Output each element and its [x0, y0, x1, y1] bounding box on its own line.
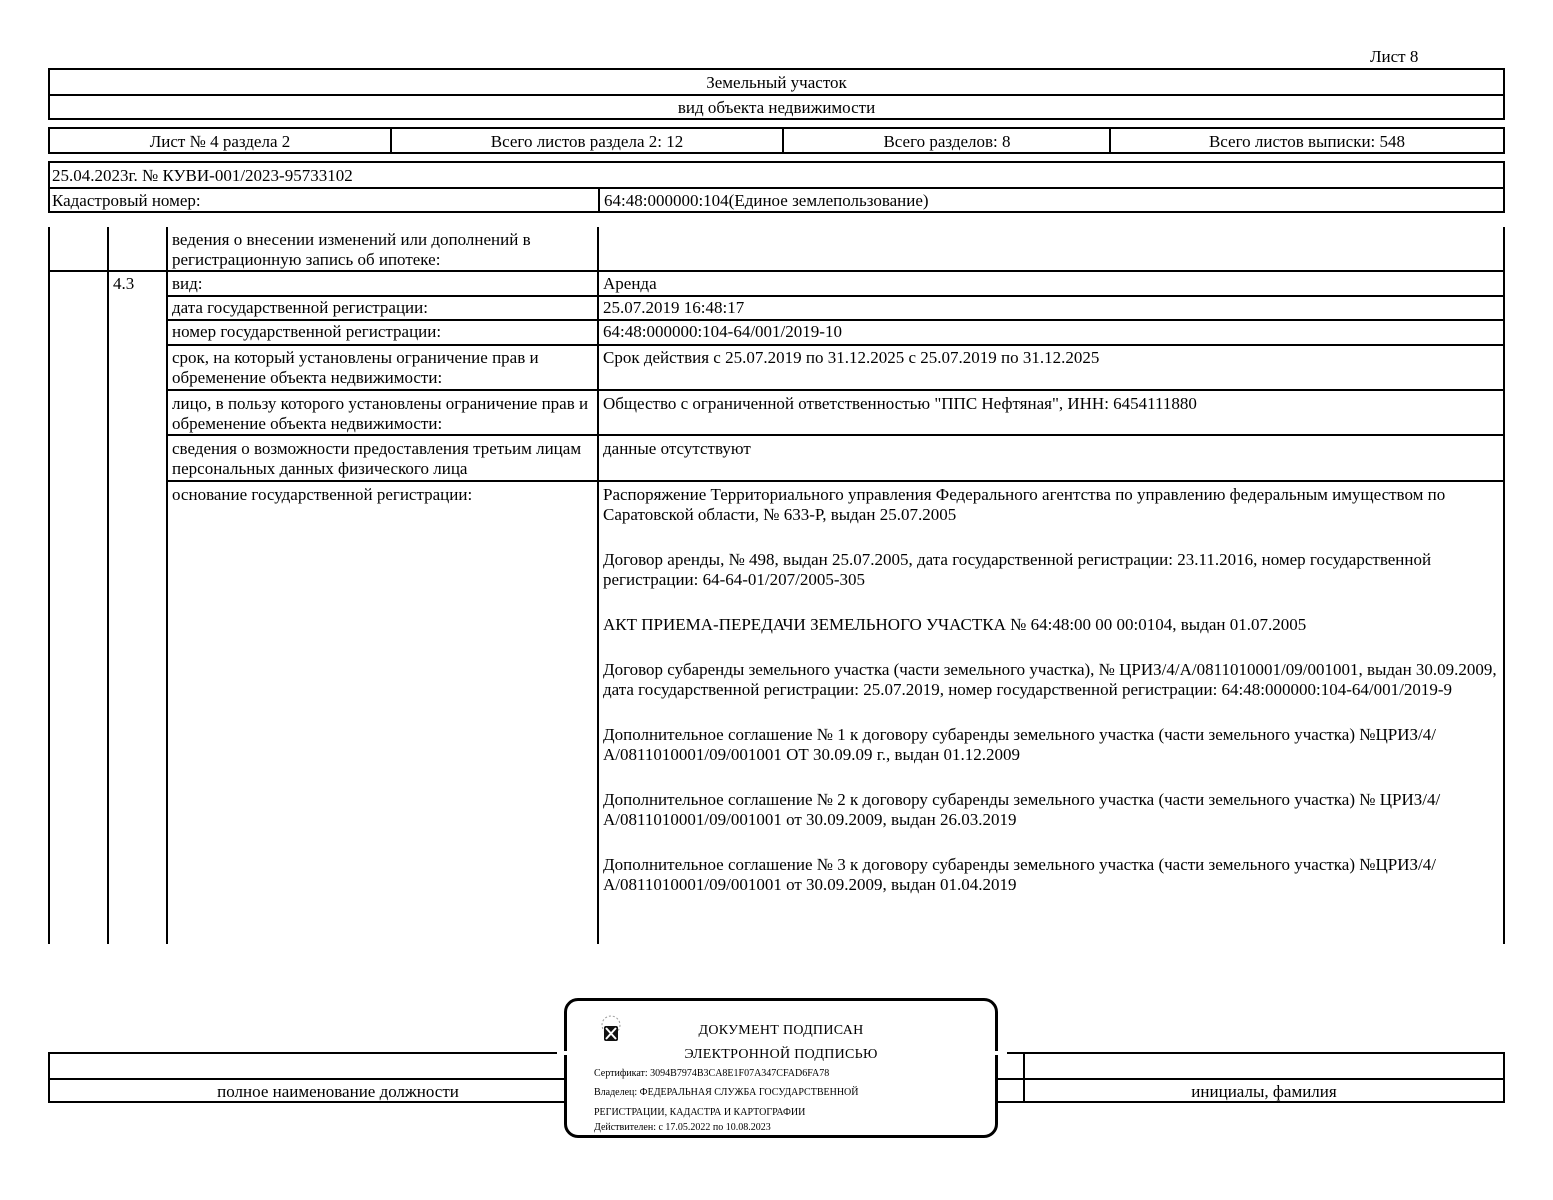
basis-item: Дополнительное соглашение № 1 к договору субаренды земельного участка (части земельного участка) №ЦРИЗ/4/А/0811010001/09/001001 ОТ 30.09.09 г., выдан 01.12.2009	[603, 725, 1436, 764]
stamp-line1: ДОКУМЕНТ ПОДПИСАН	[698, 1023, 864, 1038]
row-type-label: вид:	[172, 274, 203, 293]
row-term-value: Срок действия с 25.07.2019 по 31.12.2025 с 25.07.2019 по 31.12.2025	[603, 348, 1100, 367]
row-term-label: срок, на который установлены ограничение прав и обременение объекта недвижимости:	[172, 348, 539, 387]
basis-item: Договор субаренды земельного участка (части земельного участка), № ЦРИЗ/4/А/0811010001/09/001001, выдан 30.09.2009, дата государственной регистрации: 25.07.2019, номер государственной регистрации: 64:48:000000:104-64/001/2019-9	[603, 660, 1497, 699]
total-sheets-section: Всего листов раздела 2: 12	[490, 132, 684, 151]
stamp-validity: Действителен: с 17.05.2022 по 10.08.2023	[594, 1122, 771, 1133]
position-caption: полное наименование должности	[217, 1082, 459, 1101]
sheet-label: Лист 8	[1370, 47, 1419, 66]
stamp-owner: Владелец: ФЕДЕРАЛЬНАЯ СЛУЖБА ГОСУДАРСТВЕННОЙ	[594, 1087, 859, 1098]
row-reg-date-label: дата государственной регистрации:	[172, 298, 428, 317]
continued-label: ведения о внесении изменений или дополнений в регистрационную запись об ипотеке:	[172, 230, 531, 269]
basis-item: Договор аренды, № 498, выдан 25.07.2005, дата государственной регистрации: 23.11.2016, номер государственной регистрации: 64-64-01/207/2005-305	[603, 550, 1432, 589]
row-reg-number-value: 64:48:000000:104-64/001/2019-10	[603, 322, 842, 341]
stamp-owner-cont: РЕГИСТРАЦИИ, КАДАСТРА И КАРТОГРАФИИ	[594, 1107, 806, 1118]
row-reg-number-label: номер государственной регистрации:	[172, 322, 442, 341]
cadastral-label: Кадастровый номер:	[52, 191, 201, 210]
row-beneficiary-label: лицо, в пользу которого установлены ограничение прав и обременение объекта недвижимости:	[172, 394, 589, 433]
row-beneficiary-value: Общество с ограниченной ответственностью "ППС Нефтяная", ИНН: 6454111880	[603, 394, 1197, 413]
total-sections: Всего разделов: 8	[883, 132, 1011, 151]
total-sheets-extract: Всего листов выписки: 548	[1208, 132, 1406, 151]
row-personal-data-value: данные отсутствуют	[603, 439, 751, 458]
row-personal-data-label: сведения о возможности предоставления третьим лицам персональных данных физического лица	[172, 439, 582, 478]
sheet-of-section: Лист № 4 раздела 2	[149, 132, 291, 151]
object-title: Земельный участок	[706, 73, 847, 92]
row-type-value: Аренда	[603, 274, 657, 293]
basis-item: Распоряжение Территориального управления Федерального агентства по управлению федеральным имуществом по Саратовской области, № 633-Р, выдан 25.07.2005	[603, 485, 1446, 524]
entry-number: 4.3	[113, 274, 135, 293]
e-signature-stamp	[564, 998, 998, 1138]
name-caption: инициалы, фамилия	[1191, 1082, 1337, 1101]
basis-item: АКТ ПРИЕМА-ПЕРЕДАЧИ ЗЕМЕЛЬНОГО УЧАСТКА № 64:48:00 00 00:0104, выдан 01.07.2005	[603, 615, 1307, 634]
basis-item: Дополнительное соглашение № 2 к договору субаренды земельного участка (части земельного участка) № ЦРИЗ/4/А/0811010001/09/001001 от 30.09.2009, выдан 26.03.2019	[603, 790, 1441, 829]
stamp-line2: ЭЛЕКТРОННОЙ ПОДПИСЬЮ	[684, 1047, 878, 1062]
doc-date-number: 25.04.2023г. № КУВИ-001/2023-95733102	[52, 166, 353, 185]
basis-item: Дополнительное соглашение № 3 к договору субаренды земельного участка (части земельного участка) №ЦРИЗ/4/А/0811010001/09/001001 от 30.09.2009, выдан 01.04.2019	[603, 855, 1436, 894]
stamp-certificate: Сертификат: 3094B7974B3CA8E1F07A347CFAD6FA78	[594, 1068, 830, 1079]
row-basis-value	[599, 485, 1501, 920]
cadastral-value: 64:48:000000:104(Единое землепользование)	[604, 191, 929, 210]
row-reg-date-value: 25.07.2019 16:48:17	[603, 298, 745, 317]
object-caption: вид объекта недвижимости	[677, 98, 876, 117]
row-basis-label: основание государственной регистрации:	[172, 485, 473, 504]
